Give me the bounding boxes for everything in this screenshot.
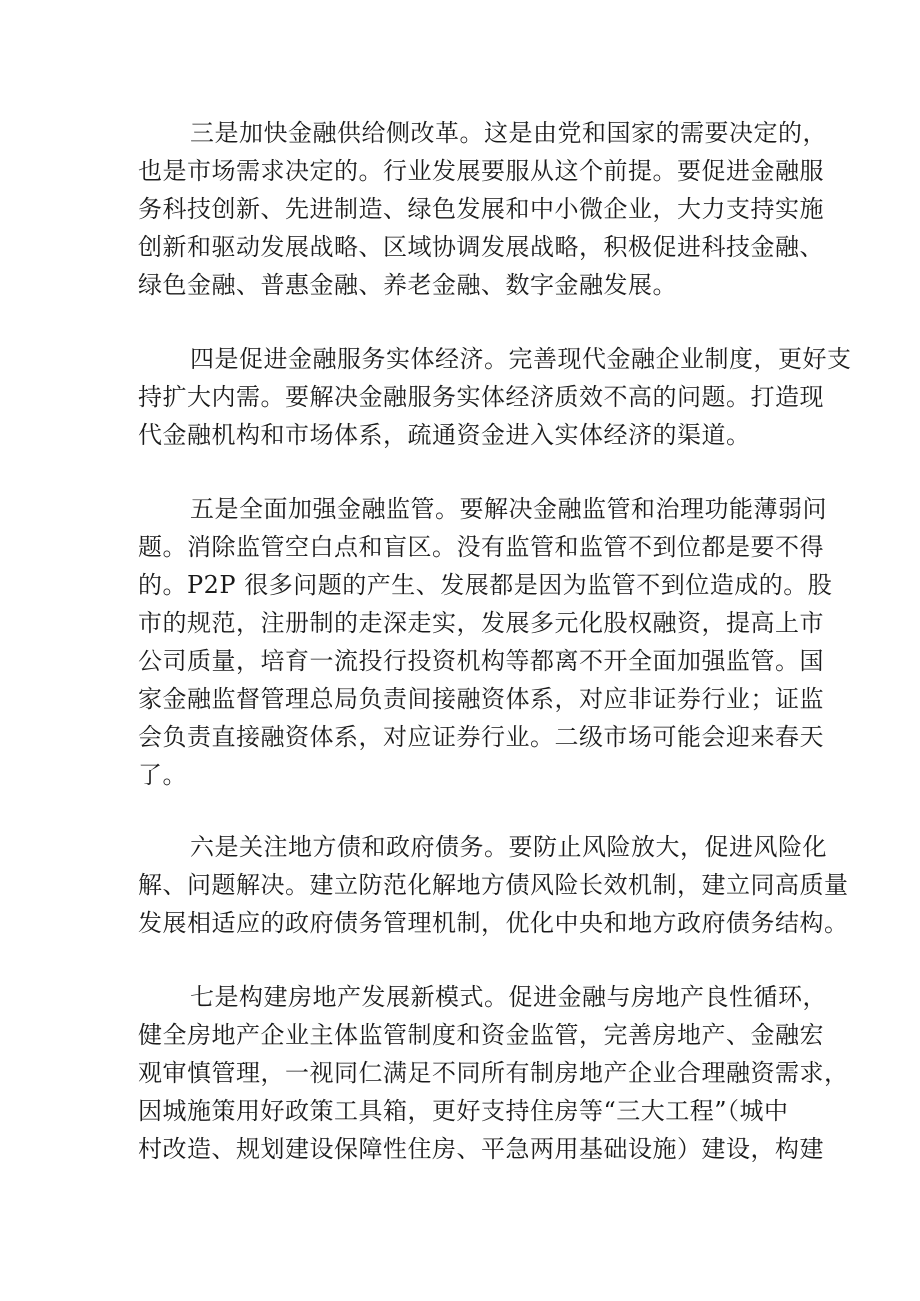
paragraph-5 — [138, 490, 833, 794]
paragraph-4 — [138, 340, 852, 454]
paragraph-line: 解、问题解决。建立防范化解地方债风险长效机制，建立同高质量 — [138, 871, 849, 899]
paragraph-line: 绿色金融、普惠金融、养老金融、数字金融发展。 — [138, 271, 677, 299]
paragraph-line: 的。P2P 很多问题的产生、发展都是因为监管不到位造成的。股 — [138, 571, 833, 599]
paragraph-line: 五是全面加强金融监管。要解决金融监管和治理功能薄弱问 — [190, 495, 827, 523]
paragraph-line: 代金融机构和市场体系，疏通资金进入实体经济的渠道。 — [138, 421, 751, 449]
paragraph-line: 会负责直接融资体系，对应证券行业。二级市场可能会迎来春天 — [138, 723, 824, 751]
paragraph-line: 三是加快金融供给侧改革。这是由党和国家的需要决定的， — [190, 119, 827, 147]
paragraph-line: 创新和驱动发展战略、区域协调发展战略，积极促进科技金融、 — [138, 233, 824, 261]
paragraph-line: 健全房地产企业主体监管制度和资金监管，完善房地产、金融宏 — [138, 1021, 824, 1049]
paragraph-7 — [138, 978, 849, 1168]
paragraph-line: 题。消除监管空白点和盲区。没有监管和监管不到位都是要不得 — [138, 533, 824, 561]
paragraph-line: 七是构建房地产发展新模式。促进金融与房地产良性循环， — [190, 983, 827, 1011]
paragraph-line: 家金融监督管理总局负责间接融资体系，对应非证券行业；证监 — [138, 685, 824, 713]
paragraph-line: 也是市场需求决定的。行业发展要服从这个前提。要促进金融服 — [138, 157, 824, 185]
paragraph-line: 四是促进金融服务实体经济。完善现代金融企业制度，更好支 — [190, 345, 852, 373]
paragraph-line: 村改造、规划建设保障性住房、平急两用基础设施）建设，构建 — [138, 1135, 824, 1163]
paragraph-6 — [138, 828, 849, 942]
paragraph-line: 持扩大内需。要解决金融服务实体经济质效不高的问题。打造现 — [138, 383, 824, 411]
paragraph-line: 务科技创新、先进制造、绿色发展和中小微企业，大力支持实施 — [138, 195, 824, 223]
paragraph-line: 观审慎管理，一视同仁满足不同所有制房地产企业合理融资需求， — [138, 1059, 849, 1087]
paragraph-line: 因城施策用好政策工具箱，更好支持住房等“三大工程”（城中 — [138, 1097, 789, 1125]
paragraph-line: 发展相适应的政府债务管理机制，优化中央和地方政府债务结构。 — [138, 909, 849, 937]
paragraph-line: 六是关注地方债和政府债务。要防止风险放大，促进风险化 — [190, 833, 827, 861]
paragraph-line: 市的规范，注册制的走深走实，发展多元化股权融资，提高上市 — [138, 609, 824, 637]
paragraph-line: 了。 — [138, 761, 187, 789]
paragraph-3 — [138, 114, 827, 304]
paragraph-line: 公司质量，培育一流投行投资机构等都离不开全面加强监管。国 — [138, 647, 824, 675]
